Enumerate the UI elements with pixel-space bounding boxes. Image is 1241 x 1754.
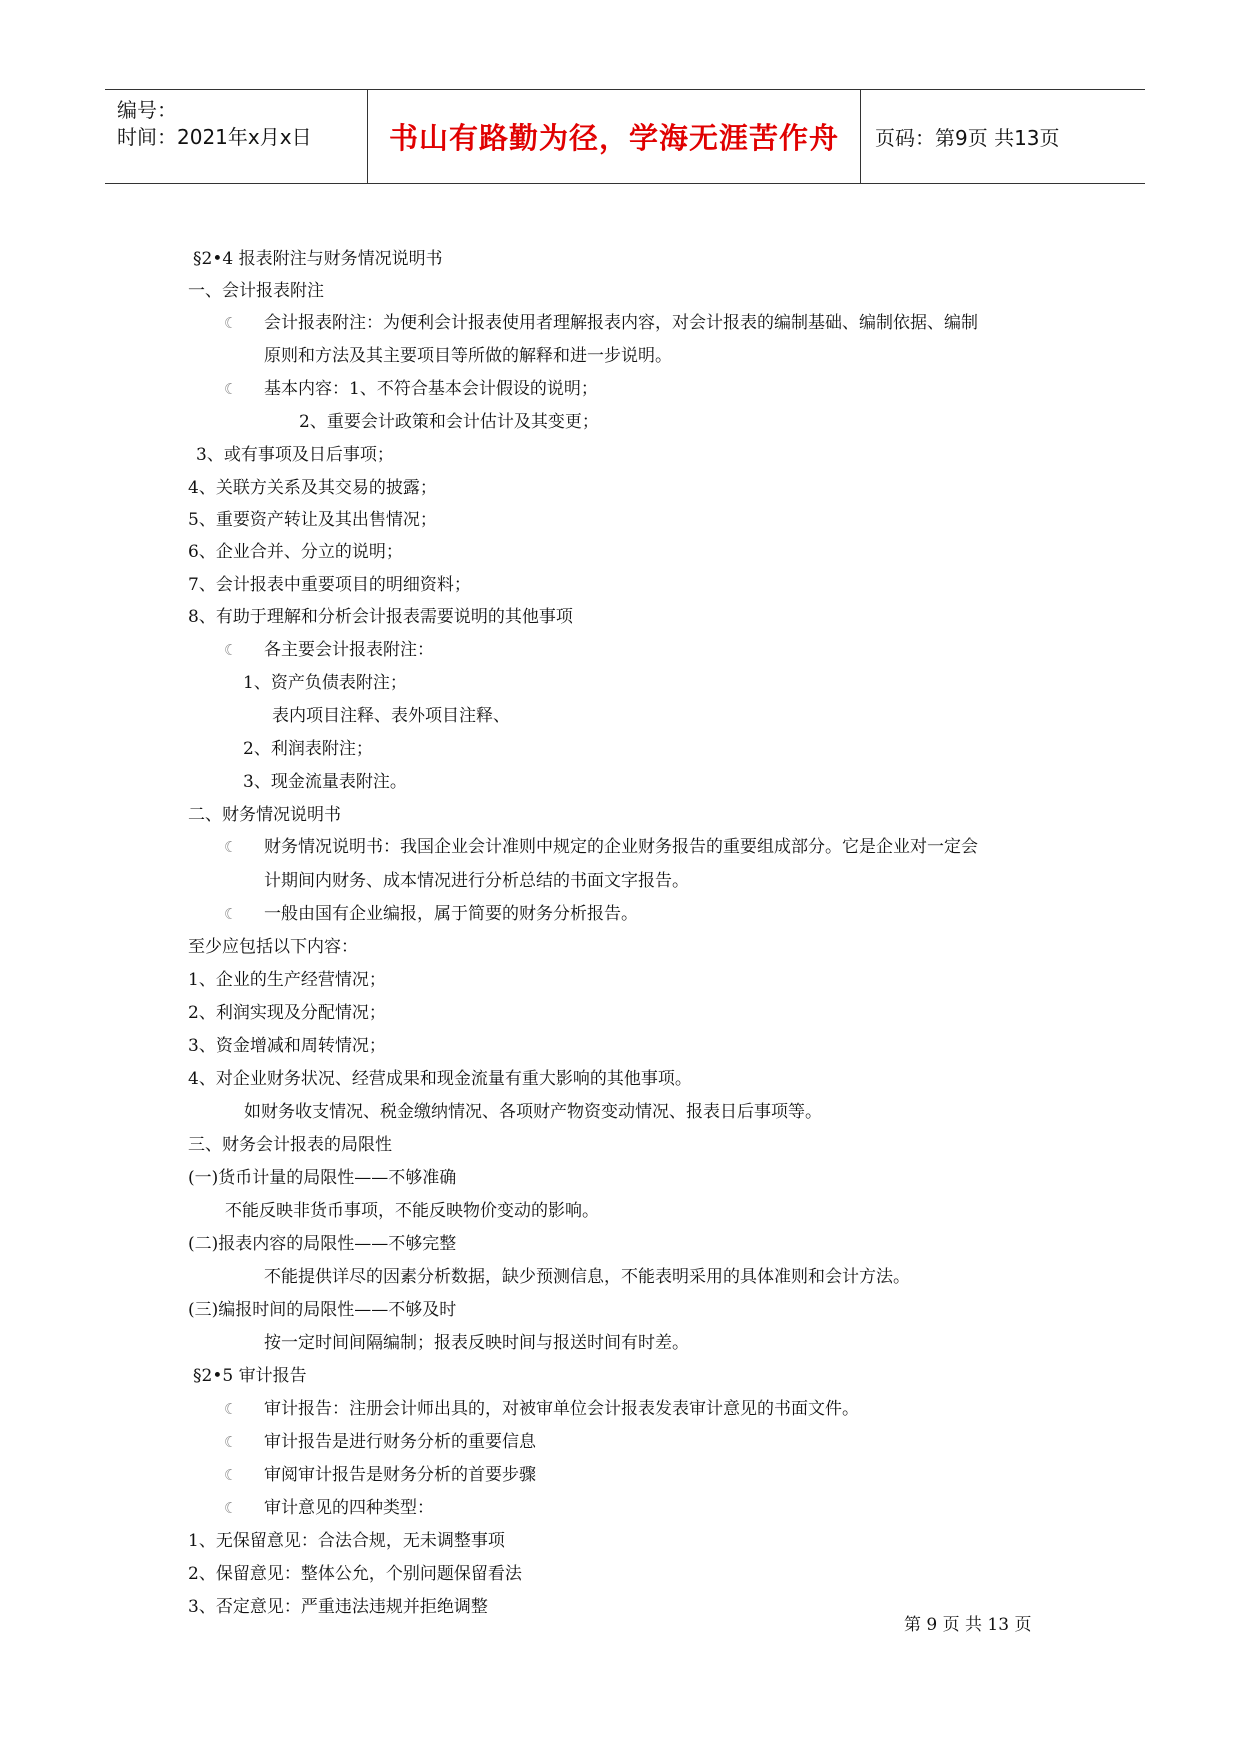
bullet-icon: ☾ <box>224 314 238 332</box>
header-left-cell <box>105 90 368 183</box>
text-line: 3、或有事项及日后事项； <box>196 445 394 465</box>
text-line: 按一定时间间隔编制；报表反映时间与报送时间有时差。 <box>264 1333 689 1353</box>
page-footer: 第 9 页 共 13 页 <box>904 1615 1032 1635</box>
text-line: 2、保留意见：整体公允，个别问题保留看法 <box>188 1564 522 1584</box>
text-line: §2•4 报表附注与财务情况说明书 <box>193 249 443 269</box>
text-line: 8、有助于理解和分析会计报表需要说明的其他事项 <box>188 607 573 627</box>
text-line: 2、利润表附注； <box>243 739 373 759</box>
text-line: §2•5 审计报告 <box>193 1366 307 1386</box>
text-line: 1、企业的生产经营情况； <box>188 970 386 990</box>
time-label: 时间：2021年x月x日 <box>117 125 312 149</box>
text-line: 三、财务会计报表的局限性 <box>188 1135 392 1155</box>
text-line: 会计报表附注：为便利会计报表使用者理解报表内容，对会计报表的编制基础、编制依据、编制 <box>264 313 978 333</box>
bullet-icon: ☾ <box>224 641 238 659</box>
text-line: 审阅审计报告是财务分析的首要步骤 <box>264 1465 536 1485</box>
text-line: 审计报告是进行财务分析的重要信息 <box>264 1432 536 1452</box>
text-line: 3、资金增减和周转情况； <box>188 1036 386 1056</box>
text-line: 一般由国有企业编报，属于简要的财务分析报告。 <box>264 904 638 924</box>
text-line: 1、资产负债表附注； <box>243 673 407 693</box>
text-line: 一、会计报表附注 <box>188 281 324 301</box>
bullet-icon: ☾ <box>224 1466 238 1484</box>
text-line: 如财务收支情况、税金缴纳情况、各项财产物资变动情况、报表日后事项等。 <box>244 1102 822 1122</box>
text-line: 3、现金流量表附注。 <box>243 772 407 792</box>
text-line: 5、重要资产转让及其出售情况； <box>188 510 437 530</box>
text-line: 3、否定意见：严重违法违规并拒绝调整 <box>188 1597 488 1617</box>
text-line: 1、无保留意见：合法合规，无未调整事项 <box>188 1531 505 1551</box>
text-line: 2、重要会计政策和会计估计及其变更； <box>299 412 599 432</box>
text-line: 二、财务情况说明书 <box>188 805 341 825</box>
bullet-icon: ☾ <box>224 380 238 398</box>
bullet-icon: ☾ <box>224 1400 238 1418</box>
number-label: 编号： <box>117 98 177 122</box>
page-header <box>105 89 1145 184</box>
text-line: 原则和方法及其主要项目等所做的解释和进一步说明。 <box>264 346 672 366</box>
bullet-icon: ☾ <box>224 838 238 856</box>
text-line: (三)编报时间的局限性——不够及时 <box>188 1300 457 1320</box>
text-line: 审计报告：注册会计师出具的，对被审单位会计报表发表审计意见的书面文件。 <box>264 1399 859 1419</box>
page-number-label: 页码：第9页 共13页 <box>875 126 1060 150</box>
header-page-cell <box>861 90 1145 183</box>
text-line: 4、关联方关系及其交易的披露； <box>188 478 437 498</box>
text-line: 2、利润实现及分配情况； <box>188 1003 386 1023</box>
bullet-icon: ☾ <box>224 905 238 923</box>
text-line: 各主要会计报表附注： <box>264 640 434 660</box>
text-line: 财务情况说明书：我国企业会计准则中规定的企业财务报告的重要组成部分。它是企业对一定会 <box>264 837 978 857</box>
text-line: 4、对企业财务状况、经营成果和现金流量有重大影响的其他事项。 <box>188 1069 692 1089</box>
text-line: 至少应包括以下内容： <box>188 937 358 957</box>
text-line: 表内项目注释、表外项目注释、 <box>272 706 510 726</box>
header-motto-cell <box>368 90 861 183</box>
text-line: (一)货币计量的局限性——不够准确 <box>188 1168 457 1188</box>
text-line: 不能提供详尽的因素分析数据，缺少预测信息，不能表明采用的具体准则和会计方法。 <box>264 1267 910 1287</box>
motto-text: 书山有路勤为径，学海无涯苦作舟 <box>388 121 839 155</box>
text-line: 6、企业合并、分立的说明； <box>188 542 403 562</box>
text-line: 不能反映非货币事项，不能反映物价变动的影响。 <box>225 1201 599 1221</box>
text-line: (二)报表内容的局限性——不够完整 <box>188 1234 457 1254</box>
bullet-icon: ☾ <box>224 1499 238 1517</box>
text-line: 基本内容：1、不符合基本会计假设的说明； <box>264 379 598 399</box>
bullet-icon: ☾ <box>224 1433 238 1451</box>
text-line: 审计意见的四种类型： <box>264 1498 434 1518</box>
text-line: 计期间内财务、成本情况进行分析总结的书面文字报告。 <box>264 871 689 891</box>
text-line: 7、会计报表中重要项目的明细资料； <box>188 575 471 595</box>
